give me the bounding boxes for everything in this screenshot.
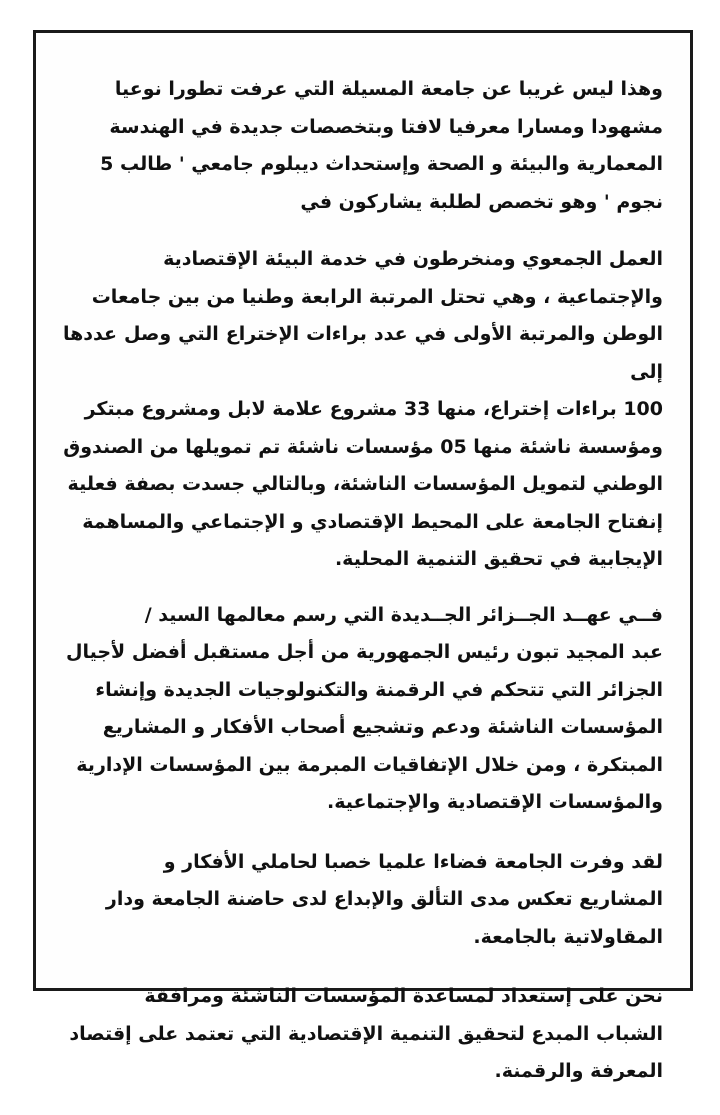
paragraph-incubator: لقد وفرت الجامعة فضاءا علميا خصبا لحاملي الأفكار و المشاريع تعكس مدى التألق والإبداع لدى حاضنة الجامعة ودار المقاولاتية بالجامعة. — [105, 850, 663, 948]
document-body — [63, 71, 663, 1115]
paragraph-startup-support: نحن على إستعداد لمساعدة المؤسسات الناشئة ومرافقة الشباب المبدع لتحقيق التنمية الإقتصادية التي تعتمد على إقتصاد المعرفة والرقمنة. — [69, 985, 663, 1082]
paragraph-new-algeria: فــي عهــد الجــزائر الجــديدة التي رسم معالمها السيد / عبد المجيد تبون رئيس الجمهورية من أجل مستقبل أفضل لأجيال الجزائر التي تتحكم في الرقمنة والتكنولوجيات الجديدة وإنشاء المؤسسات الناشئة ودعم وتشجيع أصحاب الأفكار و المشاريع المبتكرة ، ومن خلال الإتفاقيات المبرمة بين المؤسسات الإدارية والمؤسسات الإقتصادية والإجتماعية. — [65, 603, 663, 813]
paragraph-patents-ranking: العمل الجمعوي ومنخرطون في خدمة البيئة الإقتصادية والإجتماعية ، وهي تحتل المرتبة الرابعة وطنيا من بين جامعات الوطن والمرتبة الأولى في عدد براءات الإختراع التي وصل عددها إلى 100 براءات إختراع، منها 33 مشروع علامة لابل ومشروع مبتكر ومؤسسة ناشئة منها 05 مؤسسات ناشئة تم تمويلها من الصندوق الوطني لتمويل المؤسسات الناشئة، وبالتالي جسدت بصفة فعلية إنفتاح الجامعة على المحيط الإقتصادي و الإجتماعي والمساهمة الإيجابية في تحقيق التنمية المحلية. — [63, 248, 663, 570]
paragraph-university-specialties: وهذا ليس غريبا عن جامعة المسيلة التي عرفت تطورا نوعيا مشهودا ومسارا معرفيا لافتا وبتخصصات جديدة في الهندسة المعمارية والبيئة و الصحة وإستحداث ديبلوم جامعي ' طالب 5 نجوم ' وهو تخصص لطلبة يشاركون في — [100, 78, 663, 213]
page-border-frame — [33, 30, 693, 1082]
